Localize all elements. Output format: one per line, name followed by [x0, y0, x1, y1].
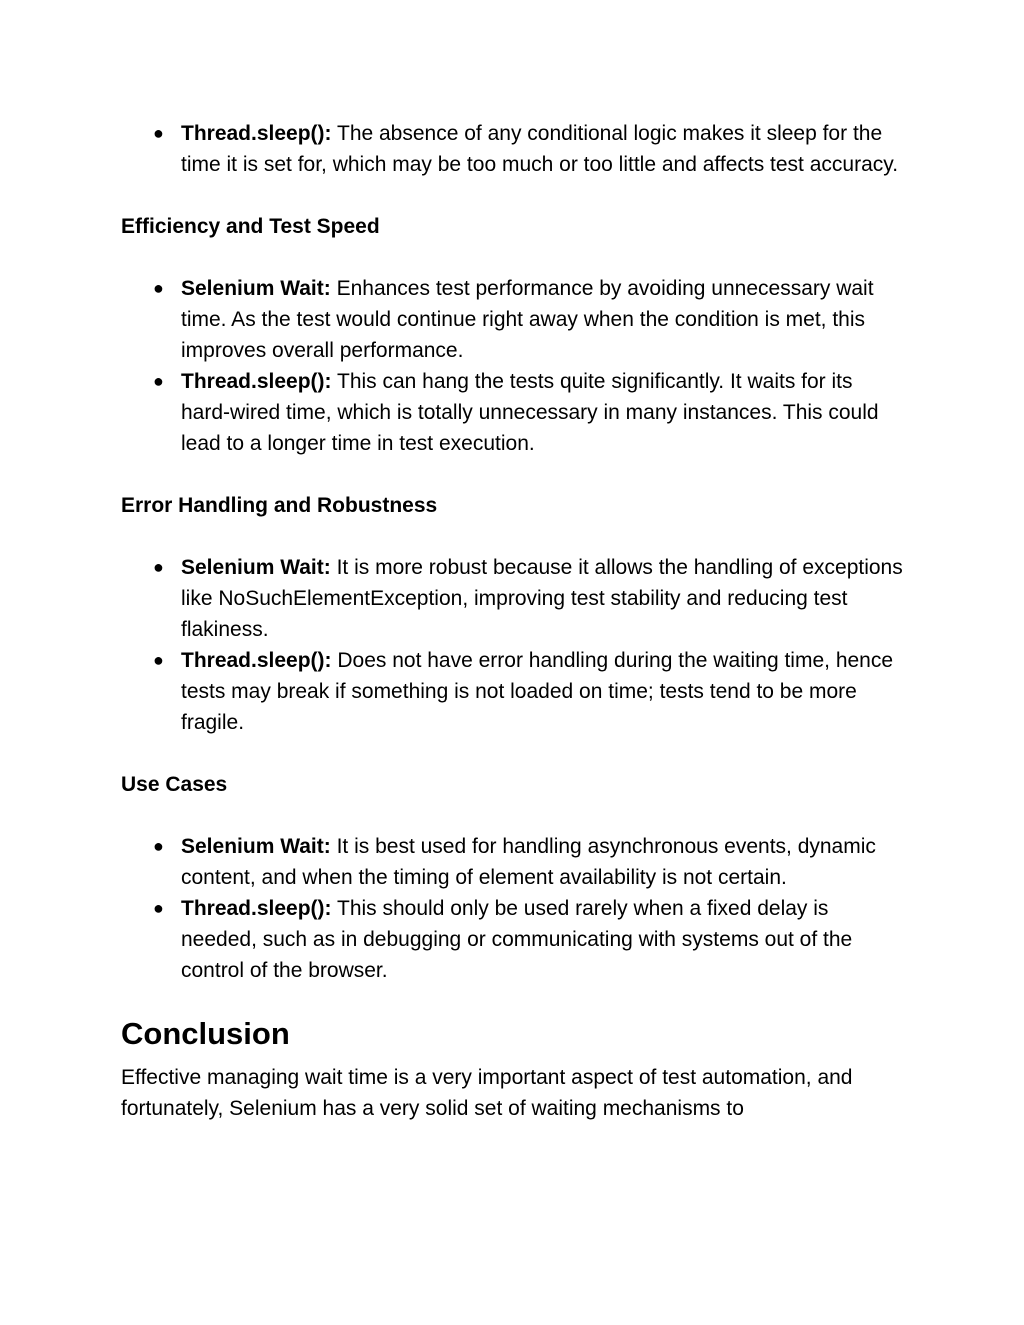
list-item [121, 552, 906, 645]
item-term: Selenium Wait: [181, 277, 331, 300]
conclusion-title: Conclusion [121, 1016, 290, 1051]
error-handling-bullet-list [121, 552, 921, 738]
item-text: Does not have error handling during the waiting time, hence tests may break if something is not loaded on time; tests tend to be more fragile. [181, 649, 894, 734]
item-term: Thread.sleep(): [181, 649, 332, 672]
item-text: This can hang the tests quite significantly. It waits for its hard-wired time, which is totally unnecessary in many instances. This could lead to a longer time in test execution. [181, 370, 879, 455]
use-cases-bullet-list [121, 831, 921, 986]
section-heading-efficiency: Efficiency and Test Speed [121, 215, 380, 238]
item-text: Enhances test performance by avoiding unnecessary wait time. As the test would continue right away when the condition is met, this improves overall performance. [181, 277, 874, 362]
item-term: Selenium Wait: [181, 556, 331, 579]
bullet-icon: ● [153, 836, 164, 856]
item-term: Thread.sleep(): [181, 897, 332, 920]
list-item [121, 273, 906, 366]
list-item [121, 118, 906, 180]
item-term: Thread.sleep(): [181, 122, 332, 145]
item-term: Selenium Wait: [181, 835, 331, 858]
conclusion-paragraph: Effective managing wait time is a very important aspect of test automation, and fortunately, Selenium has a very solid set of waiting mechanisms to [121, 1066, 853, 1120]
list-item [121, 645, 906, 738]
list-item [121, 893, 906, 986]
item-text: It is more robust because it allows the handling of exceptions like NoSuchElementException, improving test stability and reducing test flakiness. [181, 556, 903, 641]
bullet-icon: ● [153, 557, 164, 577]
item-text: It is best used for handling asynchronous events, dynamic content, and when the timing of element availability is not certain. [181, 835, 876, 889]
item-term: Thread.sleep(): [181, 370, 332, 393]
efficiency-bullet-list [121, 273, 921, 459]
bullet-icon: ● [153, 278, 164, 298]
list-item [121, 366, 906, 459]
section-heading-use-cases: Use Cases [121, 773, 228, 796]
intro-bullet-list [121, 118, 921, 180]
list-item [121, 831, 906, 893]
item-text: The absence of any conditional logic makes it sleep for the time it is set for, which may be too much or too little and affects test accuracy. [181, 122, 899, 176]
bullet-icon: ● [153, 650, 164, 670]
bullet-icon: ● [153, 123, 164, 143]
section-heading-error-handling: Error Handling and Robustness [121, 494, 438, 517]
item-text: This should only be used rarely when a fixed delay is needed, such as in debugging or communicating with systems out of the control of the browser. [181, 897, 853, 982]
bullet-icon: ● [153, 371, 164, 391]
bullet-icon: ● [153, 898, 164, 918]
document-page [121, 118, 921, 1124]
